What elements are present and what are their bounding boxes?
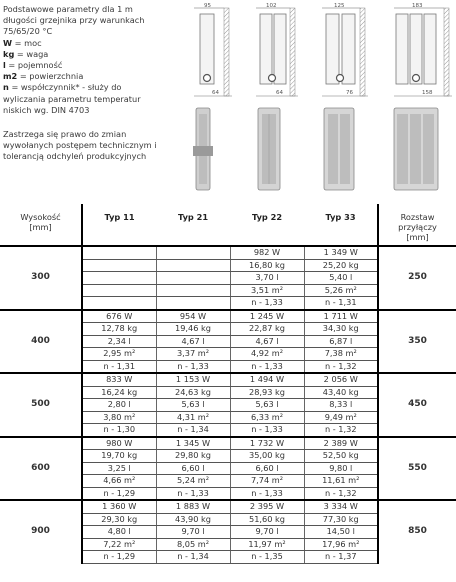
table-cell: n - 1,34 — [156, 551, 230, 564]
table-cell: n - 1,31 — [82, 360, 156, 373]
table-cell: n - 1,33 — [230, 297, 304, 310]
table-cell — [82, 259, 156, 272]
table-cell: n - 1,35 — [230, 551, 304, 564]
dim-depth: 64 — [276, 90, 283, 96]
table-cell: 833 W — [82, 373, 156, 386]
intro-line: Podstawowe parametry dla 1 m — [3, 4, 133, 14]
radiator-diagrams — [182, 0, 456, 198]
table-cell: n - 1,37 — [304, 551, 378, 564]
table-cell: 6,33 m² — [230, 411, 304, 424]
spacing-value: 850 — [378, 500, 456, 563]
table-cell: n - 1,33 — [230, 360, 304, 373]
table-cell: 19,46 kg — [156, 323, 230, 336]
table-cell: 2 389 W — [304, 437, 378, 450]
table-cell: 8,05 m² — [156, 538, 230, 551]
table-cell: 7,74 m² — [230, 475, 304, 488]
table-cell: 5,26 m² — [304, 284, 378, 297]
table-row — [0, 246, 456, 259]
dim-depth: 158 — [422, 90, 433, 96]
intro-text — [3, 4, 183, 163]
dim-width: 183 — [412, 3, 423, 9]
header-typ22: Typ 22 — [251, 212, 283, 222]
height-value: 500 — [0, 373, 82, 437]
table-cell: n - 1,29 — [82, 487, 156, 500]
photo-typ22 — [324, 108, 354, 190]
table-cell: n - 1,33 — [230, 487, 304, 500]
table-cell: n - 1,34 — [156, 424, 230, 437]
table-cell: 19,70 kg — [82, 450, 156, 463]
table-cell: 982 W — [230, 246, 304, 259]
table-cell — [156, 272, 230, 285]
table-cell: 43,90 kg — [156, 513, 230, 526]
table-cell: 52,50 kg — [304, 450, 378, 463]
table-cell: 6,60 l — [156, 462, 230, 475]
table-cell: 4,67 l — [230, 335, 304, 348]
table-cell: 16,80 kg — [230, 259, 304, 272]
spacing-value: 550 — [378, 437, 456, 501]
table-row — [0, 310, 456, 323]
profile-diagram-typ22 — [322, 3, 368, 96]
dim-depth: 76 — [346, 90, 353, 96]
table-cell — [156, 284, 230, 297]
table-cell: 11,61 m² — [304, 475, 378, 488]
table-cell: 2 395 W — [230, 500, 304, 513]
dim-width: 95 — [204, 3, 211, 9]
table-cell: 14,50 l — [304, 526, 378, 539]
table-cell: 9,70 l — [230, 526, 304, 539]
header-typ21: Typ 21 — [177, 212, 209, 222]
table-cell: 9,80 l — [304, 462, 378, 475]
table-cell: 6,60 l — [230, 462, 304, 475]
table-cell: 29,80 kg — [156, 450, 230, 463]
table-cell: 9,49 m² — [304, 411, 378, 424]
table-cell: 1 494 W — [230, 373, 304, 386]
table-cell: 9,70 l — [156, 526, 230, 539]
table-body — [0, 246, 456, 563]
table-cell: 4,66 m² — [82, 475, 156, 488]
table-cell: 6,87 l — [304, 335, 378, 348]
table-cell: n - 1,32 — [304, 360, 378, 373]
profile-diagram-typ33 — [394, 3, 452, 96]
profile-diagram-typ11 — [194, 3, 232, 96]
table-cell: 25,20 kg — [304, 259, 378, 272]
photo-typ21 — [258, 108, 280, 190]
table-cell: 16,24 kg — [82, 386, 156, 399]
legend-line: l = pojemność — [3, 60, 63, 71]
table-cell: 4,80 l — [82, 526, 156, 539]
table-cell: 3,80 m² — [82, 411, 156, 424]
table-cell: 7,22 m² — [82, 538, 156, 551]
table-cell: 35,00 kg — [230, 450, 304, 463]
table-cell: 1 153 W — [156, 373, 230, 386]
table-cell: 3,51 m² — [230, 284, 304, 297]
table-cell: 2,34 l — [82, 335, 156, 348]
table-cell: n - 1,33 — [156, 487, 230, 500]
table-cell — [82, 284, 156, 297]
specs-table-wrapper — [0, 204, 456, 564]
table-cell: n - 1,33 — [156, 360, 230, 373]
table-cell: 980 W — [82, 437, 156, 450]
table-cell: 1 360 W — [82, 500, 156, 513]
table-cell — [156, 246, 230, 259]
table-cell: 1 883 W — [156, 500, 230, 513]
table-cell: 2 056 W — [304, 373, 378, 386]
note-line: tolerancją odchyleń produkcyjnych — [3, 151, 147, 162]
header-height: Wysokość [mm] — [20, 212, 61, 232]
legend-line: W = moc — [3, 37, 42, 48]
intro-line: niskich wg. DIN 4703 — [3, 104, 90, 115]
table-cell: 77,30 kg — [304, 513, 378, 526]
table-cell: 4,67 l — [156, 335, 230, 348]
table-cell: 3,25 l — [82, 462, 156, 475]
table-cell: 3,70 l — [230, 272, 304, 285]
header-typ11: Typ 11 — [82, 204, 156, 246]
specs-table — [0, 204, 456, 564]
table-cell: 1 732 W — [230, 437, 304, 450]
table-cell: 954 W — [156, 310, 230, 323]
table-cell: 8,33 l — [304, 399, 378, 412]
legend-line: kg = waga — [3, 48, 49, 59]
table-cell: n - 1,32 — [304, 424, 378, 437]
dim-width: 125 — [334, 3, 345, 9]
table-cell — [156, 259, 230, 272]
table-cell: 3,37 m² — [156, 348, 230, 361]
table-cell: 12,78 kg — [82, 323, 156, 336]
note-line: wywołanych postępem technicznym i — [3, 140, 157, 151]
table-cell: 22,87 kg — [230, 323, 304, 336]
table-cell: 3 334 W — [304, 500, 378, 513]
dim-width: 102 — [266, 3, 277, 9]
height-value: 600 — [0, 437, 82, 501]
height-value: 300 — [0, 246, 82, 310]
table-cell: 5,63 l — [230, 399, 304, 412]
table-cell: n - 1,29 — [82, 551, 156, 564]
table-cell: n - 1,33 — [230, 424, 304, 437]
table-cell: 1 245 W — [230, 310, 304, 323]
header-typ33: Typ 33 — [304, 204, 378, 246]
intro-line: wyliczania parametru temperatur — [3, 93, 141, 104]
table-cell: 2,95 m² — [82, 348, 156, 361]
table-cell: 1 345 W — [156, 437, 230, 450]
table-cell: n - 1,32 — [304, 487, 378, 500]
disclaimer-note — [3, 129, 183, 163]
dim-depth: 64 — [212, 90, 219, 96]
table-cell — [82, 272, 156, 285]
table-cell: 51,60 kg — [230, 513, 304, 526]
table-cell: 34,30 kg — [304, 323, 378, 336]
intro-line: długości grzejnika przy warunkach — [3, 15, 145, 26]
table-cell: 29,30 kg — [82, 513, 156, 526]
table-cell: 2,80 l — [82, 399, 156, 412]
table-header-row — [0, 204, 456, 246]
header-spacing: Rozstaw przyłączy [mm] — [398, 212, 437, 242]
legend-line: n = współczynnik* - służy do — [3, 82, 122, 93]
height-value: 900 — [0, 500, 82, 563]
photo-typ11 — [193, 108, 213, 190]
table-cell: n - 1,30 — [82, 424, 156, 437]
spacing-value: 250 — [378, 246, 456, 310]
table-cell: 5,40 l — [304, 272, 378, 285]
table-row — [0, 437, 456, 450]
table-cell: n - 1,31 — [304, 297, 378, 310]
photo-typ33 — [394, 108, 438, 190]
table-cell: 43,40 kg — [304, 386, 378, 399]
table-row — [0, 373, 456, 386]
height-value: 400 — [0, 310, 82, 374]
table-cell: 676 W — [82, 310, 156, 323]
table-cell: 11,97 m² — [230, 538, 304, 551]
table-cell: 28,93 kg — [230, 386, 304, 399]
intro-line: 75/65/20 °C — [3, 26, 53, 37]
table-cell: 24,63 kg — [156, 386, 230, 399]
legend-line: m2 = powierzchnia — [3, 71, 84, 82]
table-cell — [82, 246, 156, 259]
table-cell — [82, 297, 156, 310]
table-cell: 4,31 m² — [156, 411, 230, 424]
table-cell: 4,92 m² — [230, 348, 304, 361]
spacing-value: 450 — [378, 373, 456, 437]
profile-diagram-typ21 — [256, 3, 298, 96]
table-cell — [156, 297, 230, 310]
spacing-value: 350 — [378, 310, 456, 374]
table-cell: 5,24 m² — [156, 475, 230, 488]
table-cell: 1 349 W — [304, 246, 378, 259]
table-cell: 1 711 W — [304, 310, 378, 323]
note-line: Zastrzega się prawo do zmian — [3, 129, 127, 140]
table-cell: 7,38 m² — [304, 348, 378, 361]
table-cell: 17,96 m² — [304, 538, 378, 551]
table-row — [0, 500, 456, 513]
table-cell: 5,63 l — [156, 399, 230, 412]
